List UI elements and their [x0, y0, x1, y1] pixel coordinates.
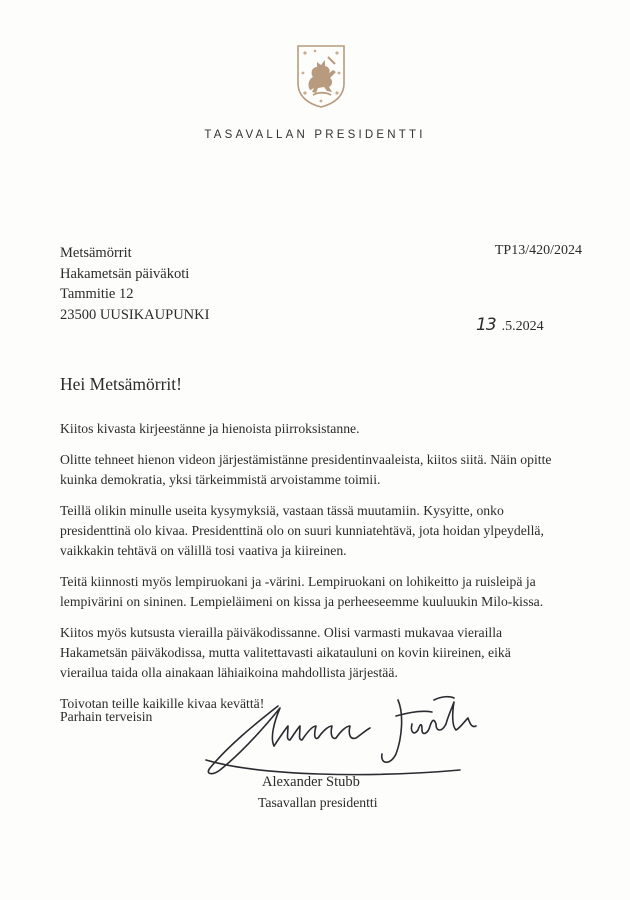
closing-phrase: Parhain terveisin — [60, 709, 153, 724]
printed-date: .5.2024 — [501, 319, 544, 334]
text-line: lempivärini on sininen. Lempieläimeni on kissa ja perheeseemme kuuluukin Milo-kissa. — [60, 594, 544, 610]
text-line: Teitä kiinnosti myös lempiruokani ja -värini. Lempiruokani on lohikeitto ja ruisleipä ja — [60, 574, 536, 590]
coat-of-arms-icon — [295, 43, 347, 109]
paragraph — [60, 419, 605, 439]
paragraph — [60, 450, 605, 490]
reference-number: TP13/420/2024 — [494, 243, 582, 258]
text-line: Kiitos kivasta kirjeestänne ja hienoista piirroksistanne. — [60, 421, 360, 436]
paragraph — [60, 572, 605, 612]
text-line: Teillä olikin minulle useita kysymyksiä, vastaan tässä muutamiin. Kysyitte, onko — [60, 503, 504, 519]
greeting: Hei Metsämörrit! — [60, 374, 182, 394]
text-line: Kiitos myös kutsusta vierailla päiväkodissanne. Olisi varmasti mukavaa vierailla — [60, 625, 503, 641]
text-line: Hakametsän päiväkodissa, mutta valitettavasti aikatauluni on kovin kiireinen, eikä — [60, 645, 511, 661]
text-line: vierailua taida olla ainakaan lähiaikoina mahdollista järjestää. — [60, 664, 398, 680]
handwritten-day: 13 — [476, 315, 496, 335]
text-line: Toivotan teille kaikille kivaa kevättä! — [60, 696, 265, 712]
paragraph — [60, 501, 605, 560]
signatory-name: Alexander Stubb — [262, 774, 360, 790]
text-line: presidenttinä olo kivaa. Presidenttinä olo on suuri kunniatehtävä, jota hoidan ylpeydellä, — [60, 523, 544, 539]
recipient-address — [60, 243, 209, 325]
organization-name: TASAVALLAN PRESIDENTTI — [204, 129, 426, 141]
address-line: 23500 UUSIKAUPUNKI — [60, 306, 210, 323]
paragraph — [60, 623, 605, 682]
letter-body — [60, 419, 605, 726]
letter-date — [476, 315, 544, 335]
address-line: Tammitie 12 — [60, 286, 134, 302]
signatory-title: Tasavallan presidentti — [258, 795, 378, 810]
text-line: vaikkakin tehtävä on välillä tosi vaativa ja kiireinen. — [60, 542, 347, 558]
handwritten-signature — [200, 694, 500, 784]
address-line: Hakametsän päiväkoti — [60, 265, 190, 282]
text-line: kuinka demokratia, yksi tärkeimmistä arvoistamme toimii. — [60, 472, 381, 488]
address-line: Metsämörrit — [60, 245, 132, 261]
text-line: Olitte tehneet hienon videon järjestämistänne presidentinvaaleista, kiitos siitä. Näin opitte — [60, 452, 552, 468]
